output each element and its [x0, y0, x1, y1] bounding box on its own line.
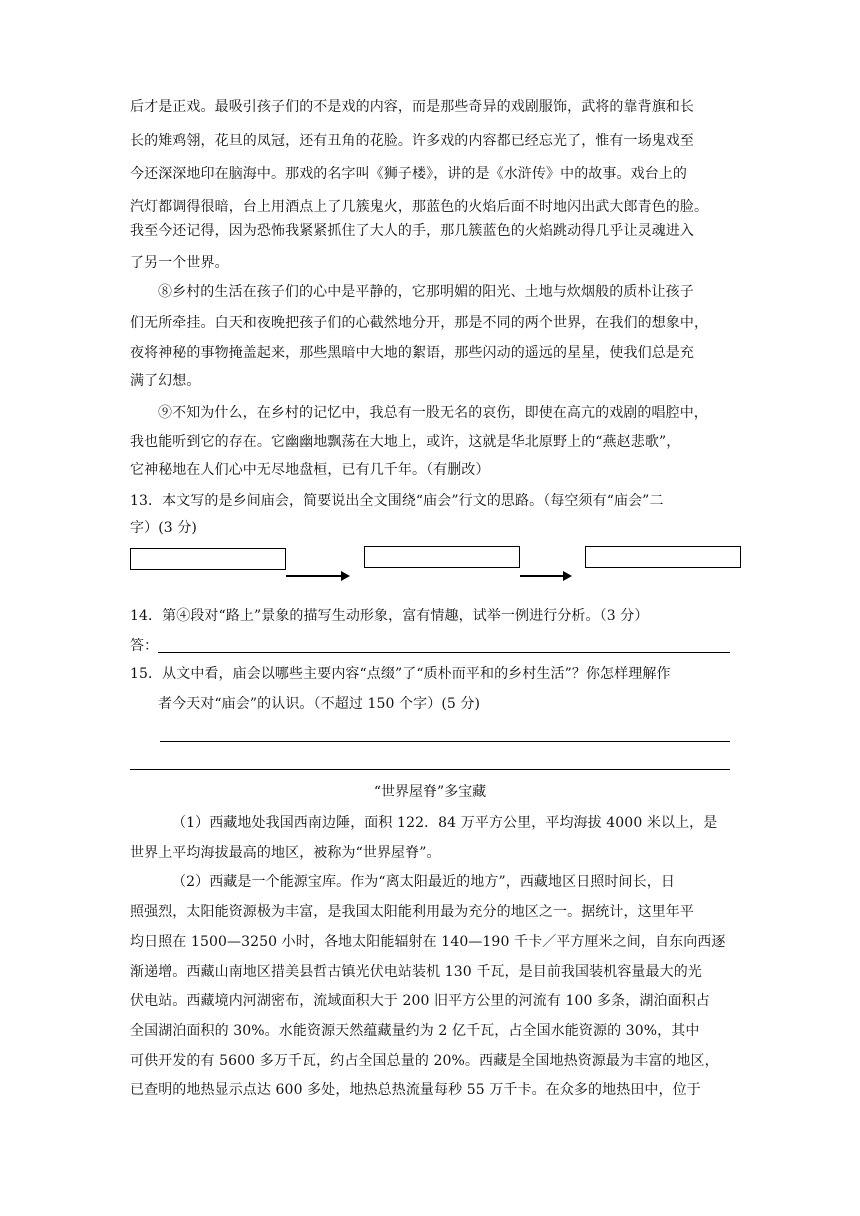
- q13-answer-box-3[interactable]: [585, 546, 741, 568]
- passage1-p8-line-2: 们无所牵挂。白天和夜晚把孩子们的心截然地分开，那是不同的两个世界，在我们的想象中，: [130, 315, 709, 331]
- passage2-p2-line-4: 渐递增。西藏山南地区措美县哲古镇光伏电站装机 130 千瓦，是目前我国装机容量最大的光: [130, 964, 702, 980]
- passage1-p8-line-1: ⑧乡村的生活在孩子们的心中是平静的，它那明媚的阳光、土地与炊烟般的质朴让孩子: [158, 284, 694, 300]
- q13-answer-box-2[interactable]: [364, 546, 520, 568]
- question-13-line-2: 字）(3 分): [130, 520, 197, 536]
- arrow-icon: [520, 575, 570, 577]
- section-divider: [130, 769, 730, 770]
- passage2-p2-line-1: （2）西藏是一个能源宝库。作为“离太阳最近的地方”，西藏地区日照时间长，日: [172, 874, 675, 890]
- passage2-p2-line-6: 全国湖泊面积的 30%。水能资源天然蕴藏量约为 2 亿千瓦，占全国水能资源的 30%，其中: [130, 1023, 700, 1039]
- passage2-p1-line-1: （1）西藏地处我国西南边陲，面积 122．84 万平方公里，平均海拔 4000 米以上，是: [172, 815, 718, 831]
- passage1-p7-line-1: 后才是正戏。最吸引孩子们的不是戏的内容，而是那些奇异的戏剧服饰，武将的靠背旗和长: [130, 99, 694, 115]
- passage2-title: “世界屋脊”多宝藏: [373, 784, 487, 800]
- question-14: 14．第④段对“路上”景象的描写生动形象，富有情趣，试举一例进行分析。（3 分）: [130, 608, 649, 624]
- passage1-p7-line-6: 了另一个世界。: [130, 255, 229, 271]
- passage1-p7-line-4: 汽灯都调得很暗，台上用酒点上了几簇鬼火，那蓝色的火焰后面不时地闪出武大郎青色的脸。: [130, 199, 709, 215]
- passage2-p2-line-5: 伏电站。西藏境内河湖密布，流域面积大于 200 旧平方公里的河流有 100 多条，湖泊面积占: [130, 993, 710, 1009]
- passage1-p9-line-2: 我也能听到它的存在。它幽幽地飘荡在大地上，或许，这就是华北原野上的“燕赵悲歌”，: [130, 434, 681, 450]
- passage2-p1-line-2: 世界上平均海拔最高的地区，被称为“世界屋脊”。: [130, 845, 441, 861]
- passage2-p2-line-3: 均日照在 1500—3250 小时，各地太阳能辐射在 140—190 千卡／平方厘米之间，自东向西逐: [130, 934, 726, 950]
- q14-answer-label: 答：: [130, 638, 159, 654]
- q13-answer-box-1[interactable]: [130, 548, 286, 570]
- passage2-p2-line-2: 照强烈，太阳能资源极为丰富，是我国太阳能利用最为充分的地区之一。据统计，这里年平: [130, 904, 694, 920]
- q15-answer-line[interactable]: [160, 741, 730, 742]
- question-13-line-1: 13．本文写的是乡间庙会，简要说出全文围绕“庙会”行文的思路。（每空须有“庙会”二: [130, 493, 664, 509]
- arrow-icon: [286, 575, 348, 577]
- passage2-p2-line-8: 已查明的地热显示点达 600 多处，地热总热流量每秒 55 万千卡。在众多的地热田中，位于: [130, 1082, 701, 1098]
- passage1-p7-line-3: 今还深深地印在脑海中。那戏的名字叫《狮子楼》，讲的是《水浒传》中的故事。戏台上的: [130, 166, 687, 182]
- question-15-line-2: 者今天对“庙会”的认识。（不超过 150 个字）(5 分): [158, 696, 481, 712]
- passage1-p9-line-1: ⑨不知为什么，在乡村的记忆中，我总有一股无名的哀伤，即使在高亢的戏剧的唱腔中，: [158, 405, 708, 421]
- q14-answer-line[interactable]: [158, 652, 730, 653]
- passage1-p8-line-4: 满了幻想。: [130, 373, 201, 389]
- passage1-p9-line-3: 它神秘地在人们心中无尽地盘桓，已有几千年。（有删改）: [130, 462, 490, 478]
- question-15-line-1: 15．从文中看，庙会以哪些主要内容“点缀”了“质朴而平和的乡村生活”？你怎样理解作: [130, 666, 671, 682]
- passage1-p7-line-2: 长的雉鸡翎，花旦的凤冠，还有丑角的花脸。许多戏的内容都已经忘光了，惟有一场鬼戏至: [130, 133, 694, 149]
- passage1-p7-line-5: 我至今还记得，因为恐怖我紧紧抓住了大人的手，那几簇蓝色的火焰跳动得几乎让灵魂进入: [130, 223, 694, 239]
- passage2-p2-line-7: 可供开发的有 5600 多万千瓦，约占全国总量的 20%。西藏是全国地热资源最为丰富的地区，: [130, 1053, 719, 1069]
- passage1-p8-line-3: 夜将神秘的事物掩盖起来，那些黑暗中大地的絮语，那些闪动的遥远的星星，使我们总是充: [130, 345, 694, 361]
